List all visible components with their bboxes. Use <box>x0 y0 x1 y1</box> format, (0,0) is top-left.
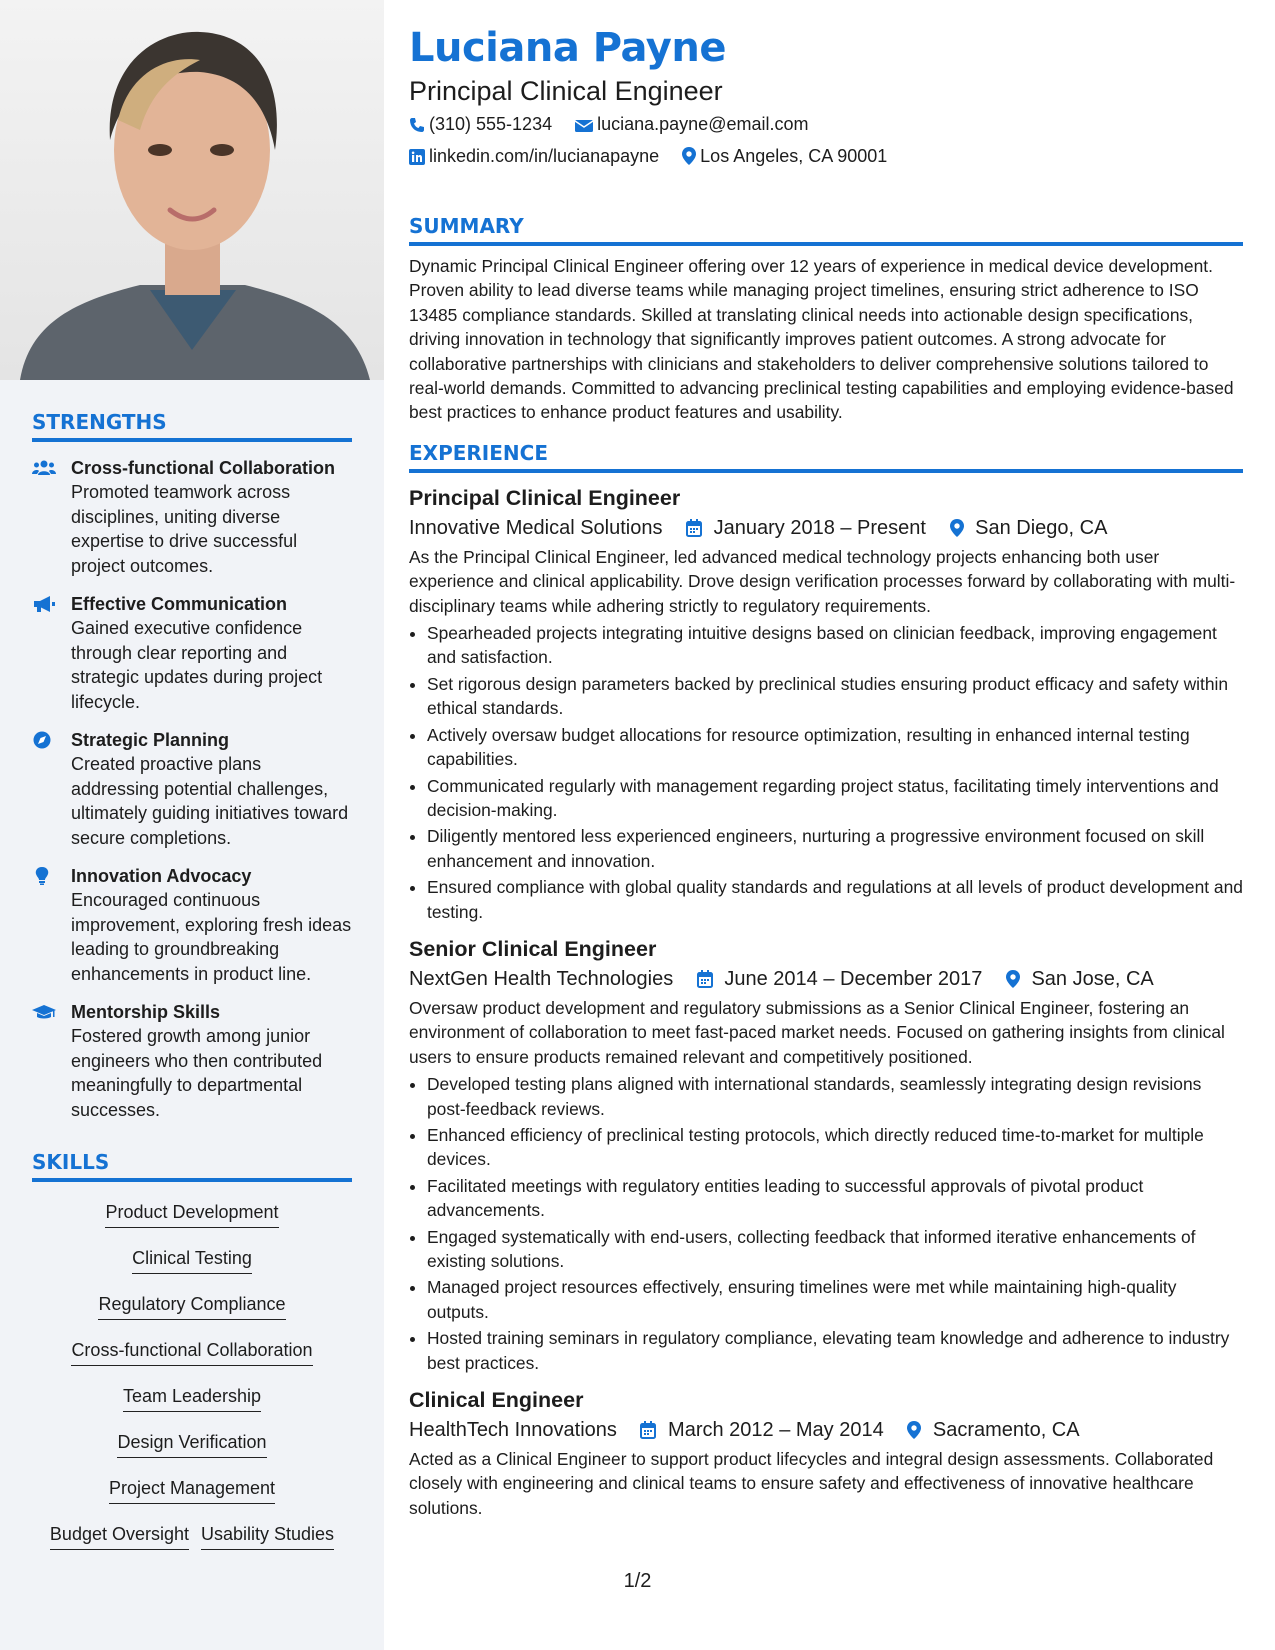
contact-location <box>682 146 887 166</box>
left-column <box>0 0 384 1650</box>
experience-heading: EXPERIENCE <box>409 441 1243 473</box>
strength-desc: Promoted teamwork across disciplines, uniting diverse expertise to drive successful project outcomes. <box>71 482 298 576</box>
skills-list <box>32 1192 352 1560</box>
phone-icon <box>409 117 425 133</box>
job-description: Oversaw product development and regulatory submissions as a Senior Clinical Engineer, fostering an environment of collaboration to meet fast-paced market needs. Focused on gathering insights from clinical users to ensure products remained relevant and competitively positioned. <box>409 997 1225 1067</box>
linkedin-icon <box>409 149 425 165</box>
job-location: Sacramento, CA <box>932 1419 1080 1442</box>
map-pin-icon <box>682 147 696 165</box>
experience-section <box>409 441 1243 1520</box>
job-bullets <box>409 1072 1243 1375</box>
profile-photo <box>0 0 384 380</box>
graduation-cap-icon <box>32 1003 56 1021</box>
strength-title: Strategic Planning <box>71 730 230 750</box>
job-entry <box>409 483 1243 924</box>
bullet-item: • Facilitated meetings with regulatory entities leading to successful approvals of pivotal product advancements. <box>427 1174 1243 1223</box>
job-entry <box>409 1385 1243 1520</box>
job-bullets <box>409 621 1243 924</box>
summary-section <box>409 214 1243 425</box>
summary-text: Dynamic Principal Clinical Engineer offering over 12 years of experience in medical device development. Proven ability to lead diverse teams while managing project timelines, ensuring strict adherence to ISO 13485 compliance standards. Skilled at translating clinical needs into actionable design specifications, driving innovation in technology that significantly improves patient outcomes. A strong advocate for collaborative partnerships with clinicians and stakeholders to deliver comprehensive solutions tailored to real-world demands. Committed to advancing preclinical testing capabilities and employing evidence-based best practices to enhance product features and usability. <box>409 256 1234 423</box>
bullet-item: • Communicated regularly with management regarding project status, facilitating timely interventions and decision-making. <box>427 774 1243 823</box>
job-company: HealthTech Innovations <box>409 1419 617 1442</box>
compass-icon <box>32 731 56 749</box>
job-company: NextGen Health Technologies <box>409 967 674 990</box>
skill-tag: Regulatory Compliance <box>98 1292 285 1320</box>
strength-item <box>32 1000 352 1122</box>
job-meta <box>409 1415 1243 1445</box>
job-entry <box>409 934 1243 1375</box>
skill-tag: Cross-functional Collaboration <box>71 1338 312 1366</box>
job-title: Senior Clinical Engineer <box>409 936 657 961</box>
main-column <box>409 22 1243 1520</box>
location-text: Los Angeles, CA 90001 <box>700 146 888 166</box>
megaphone-icon <box>32 595 56 613</box>
skill-tag: Design Verification <box>117 1430 266 1458</box>
bullet-item: • Developed testing plans aligned with international standards, seamlessly integrating design revisions post-feedback reviews. <box>427 1072 1243 1121</box>
bullet-item: • Actively oversaw budget allocations for resource optimization, resulting in enhanced internal testing capabilities. <box>427 723 1243 772</box>
envelope-icon <box>575 119 593 133</box>
job-title: Principal Clinical Engineer <box>409 485 681 510</box>
users-icon <box>32 459 56 477</box>
skills-heading: SKILLS <box>32 1150 352 1182</box>
job-description: As the Principal Clinical Engineer, led advanced medical technology projects enhancing both user experience and clinical applicability. Drove design verification processes forward by collaborating with multi-disciplinary teams while adhering strictly to regulatory requirements. <box>409 546 1236 616</box>
contact-info <box>409 108 1243 172</box>
page-number: 1/2 <box>623 1570 652 1592</box>
job-location: San Diego, CA <box>975 516 1108 539</box>
job-meta <box>409 513 1243 543</box>
sidebar <box>32 410 352 1560</box>
map-pin-icon <box>1006 970 1020 988</box>
skill-tag: Team Leadership <box>123 1384 261 1412</box>
job-dates: June 2014 – December 2017 <box>724 967 983 990</box>
strengths-heading: STRENGTHS <box>32 410 352 442</box>
linkedin-text: linkedin.com/in/lucianapayne <box>429 146 660 166</box>
bullet-item: • Spearheaded projects integrating intuitive designs based on clinician feedback, improving engagement and satisfaction. <box>427 621 1243 670</box>
strength-title: Effective Communication <box>71 594 288 614</box>
strength-desc: Fostered growth among junior engineers who then contributed meaningfully to departmental successes. <box>71 1026 323 1120</box>
calendar-icon <box>640 1421 656 1439</box>
calendar-icon <box>686 519 702 537</box>
job-dates: January 2018 – Present <box>713 516 926 539</box>
bullet-item: • Hosted training seminars in regulatory compliance, elevating team knowledge and adherence to industry best practices. <box>427 1326 1243 1375</box>
strength-desc: Created proactive plans addressing potential challenges, ultimately guiding initiatives toward secure completions. <box>71 754 349 848</box>
strength-desc: Gained executive confidence through clear reporting and strategic updates during project lifecycle. <box>71 618 323 712</box>
job-meta <box>409 964 1243 994</box>
bullet-item: • Ensured compliance with global quality standards and regulations at all levels of product development and testing. <box>427 875 1243 924</box>
bullet-item: • Managed project resources effectively, ensuring timelines were met while maintaining high-quality outputs. <box>427 1275 1243 1324</box>
bullet-item: • Diligently mentored less experienced engineers, nurturing a progressive environment focused on skill enhancement and innovation. <box>427 824 1243 873</box>
calendar-icon <box>697 970 713 988</box>
strength-title: Innovation Advocacy <box>71 866 252 886</box>
phone-text: (310) 555-1234 <box>429 114 553 134</box>
bullet-item: • Enhanced efficiency of preclinical testing protocols, which directly reduced time-to-market for multiple devices. <box>427 1123 1243 1172</box>
skill-tag: Clinical Testing <box>132 1246 252 1274</box>
job-title: Clinical Engineer <box>409 1388 584 1413</box>
job-location: San Jose, CA <box>1031 967 1154 990</box>
contact-email[interactable] <box>575 114 808 134</box>
strength-title: Mentorship Skills <box>71 1002 221 1022</box>
map-pin-icon <box>950 519 964 537</box>
strength-item <box>32 728 352 850</box>
summary-heading: SUMMARY <box>409 214 1243 246</box>
job-company: Innovative Medical Solutions <box>409 516 663 539</box>
lightbulb-icon <box>32 867 56 885</box>
strength-item <box>32 456 352 578</box>
skill-tag: Budget Oversight <box>50 1522 189 1550</box>
strength-item <box>32 592 352 714</box>
contact-linkedin[interactable] <box>409 146 664 166</box>
bullet-item: • Set rigorous design parameters backed by preclinical studies ensuring product efficacy and safety within ethical standards. <box>427 672 1243 721</box>
map-pin-icon <box>907 1421 921 1439</box>
strength-title: Cross-functional Collaboration <box>71 458 336 478</box>
bullet-item: • Engaged systematically with end-users, collecting feedback that informed iterative enhancements of existing solutions. <box>427 1225 1243 1274</box>
strength-desc: Encouraged continuous improvement, exploring fresh ideas leading to groundbreaking enhancements in product line. <box>71 890 352 984</box>
skill-tag: Project Management <box>109 1476 275 1504</box>
candidate-name: Luciana Payne <box>409 25 726 71</box>
email-text: luciana.payne@email.com <box>597 114 809 134</box>
skill-tag: Usability Studies <box>201 1522 334 1550</box>
skill-tag: Product Development <box>105 1200 278 1228</box>
strength-item <box>32 864 352 986</box>
candidate-role: Principal Clinical Engineer <box>409 76 723 106</box>
job-description: Acted as a Clinical Engineer to support product lifecycles and integral design assessments. Collaborated closely with engineering and clinical teams to ensure safety and effectiveness of innovative healthcare solutions. <box>409 1449 1214 1518</box>
job-dates: March 2012 – May 2014 <box>668 1419 884 1442</box>
contact-phone[interactable] <box>409 114 557 134</box>
